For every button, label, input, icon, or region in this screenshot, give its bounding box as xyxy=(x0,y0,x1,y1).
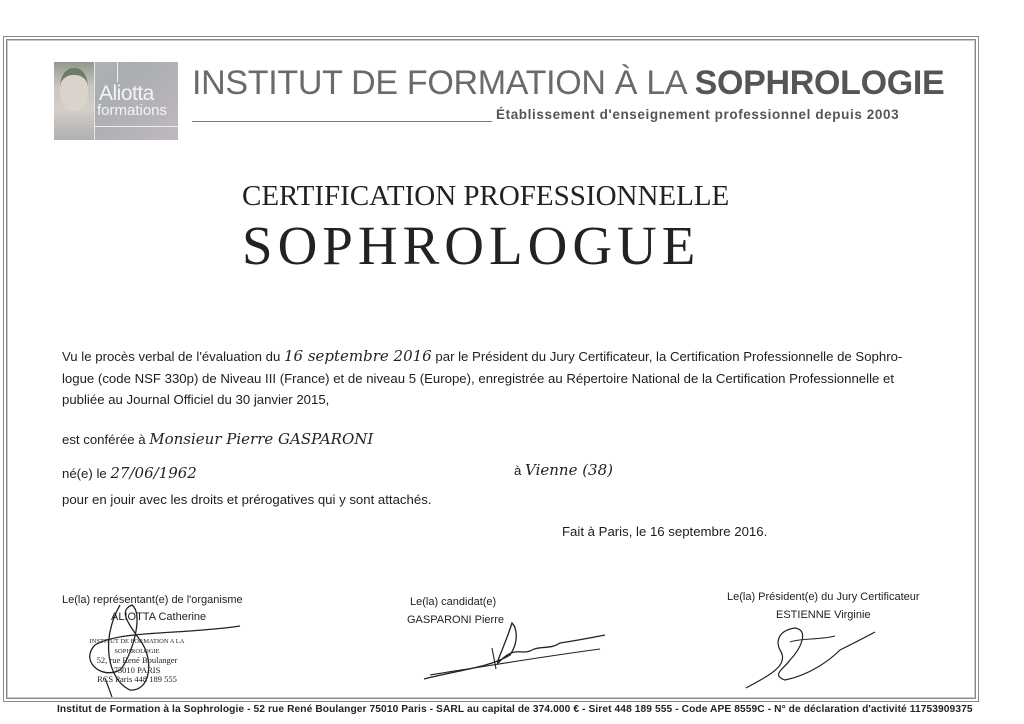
institute-subtitle: Établissement d'enseignement professionnel depuis 2003 xyxy=(496,107,900,122)
stamp-line-3: 75010 PARIS xyxy=(113,664,161,675)
stamp-line-4: RCS Paris 448 189 555 xyxy=(97,674,177,684)
candidat-signature xyxy=(420,615,620,685)
rights-line: pour en jouir avec les droits et prérogatives qui y sont attachés. xyxy=(62,492,432,507)
born-label: né(e) le xyxy=(62,466,111,481)
statement-intro: Vu le procès verbal de l'évaluation du xyxy=(62,349,284,364)
institute-title xyxy=(192,64,944,103)
stamp-line-1: INSTITUT DE FORMATION A LA SOPHROLOGIE xyxy=(89,638,185,655)
birthplace-line xyxy=(514,461,613,479)
conferred-label: est conférée à xyxy=(62,432,150,447)
portrait-photo xyxy=(54,62,94,140)
organisme-label: Le(la) représentant(e) de l'organisme xyxy=(62,594,243,606)
institute-title-bold: SOPHROLOGIE xyxy=(694,64,945,102)
certificate-type: CERTIFICATION PROFESSIONNELLE xyxy=(242,180,730,212)
recipient-name: Monsieur Pierre GASPARONI xyxy=(149,430,374,448)
president-signature xyxy=(740,620,900,695)
birth-date: 27/06/1962 xyxy=(110,464,197,482)
institute-title-regular: INSTITUT DE FORMATION À LA xyxy=(192,64,695,102)
certificate-title: SOPHROLOGUE xyxy=(242,215,701,276)
birthplace-label: à xyxy=(514,463,525,478)
organisme-signature xyxy=(60,600,260,700)
president-name: ESTIENNE Virginie xyxy=(776,609,871,621)
aliotta-formations-logo xyxy=(54,62,178,140)
footer-legal-info: Institut de Formation à la Sophrologie - 52 rue René Boulanger 75010 Paris - SARL au capital de 374.000 € - Siret 448 189 555 - Code APE 8559C - N° de déclaration d'activité 11753909375 xyxy=(57,704,973,715)
certification-statement xyxy=(62,346,922,411)
conferred-line xyxy=(62,430,373,448)
title-rule xyxy=(192,121,492,122)
logo-sub: formations xyxy=(97,102,168,119)
evaluation-date: 16 septembre 2016 xyxy=(283,347,432,365)
stamp-line-2: 52, rue René Boulanger xyxy=(96,655,178,665)
birth-line xyxy=(62,464,197,482)
logo-name: Aliotta xyxy=(99,82,154,105)
birthplace: Vienne (38) xyxy=(525,461,614,479)
done-at-line: Fait à Paris, le 16 septembre 2016. xyxy=(562,524,768,539)
statement-rest: par le Président du Jury Certificateur, la Certification Professionnelle de Sophro-logue (code NSF 330p) de Niveau III (France) et de niveau 5 (Europe), enregistrée au Répertoire National de la Certification Professionnelle et publiée au Journal Officiel du 30 janvier 2015, xyxy=(62,349,903,407)
candidat-name: GASPARONI Pierre xyxy=(407,614,504,626)
president-label: Le(la) Président(e) du Jury Certificateur xyxy=(727,591,920,603)
organisme-name: ALIOTTA Catherine xyxy=(111,611,207,623)
candidat-label: Le(la) candidat(e) xyxy=(410,596,497,608)
